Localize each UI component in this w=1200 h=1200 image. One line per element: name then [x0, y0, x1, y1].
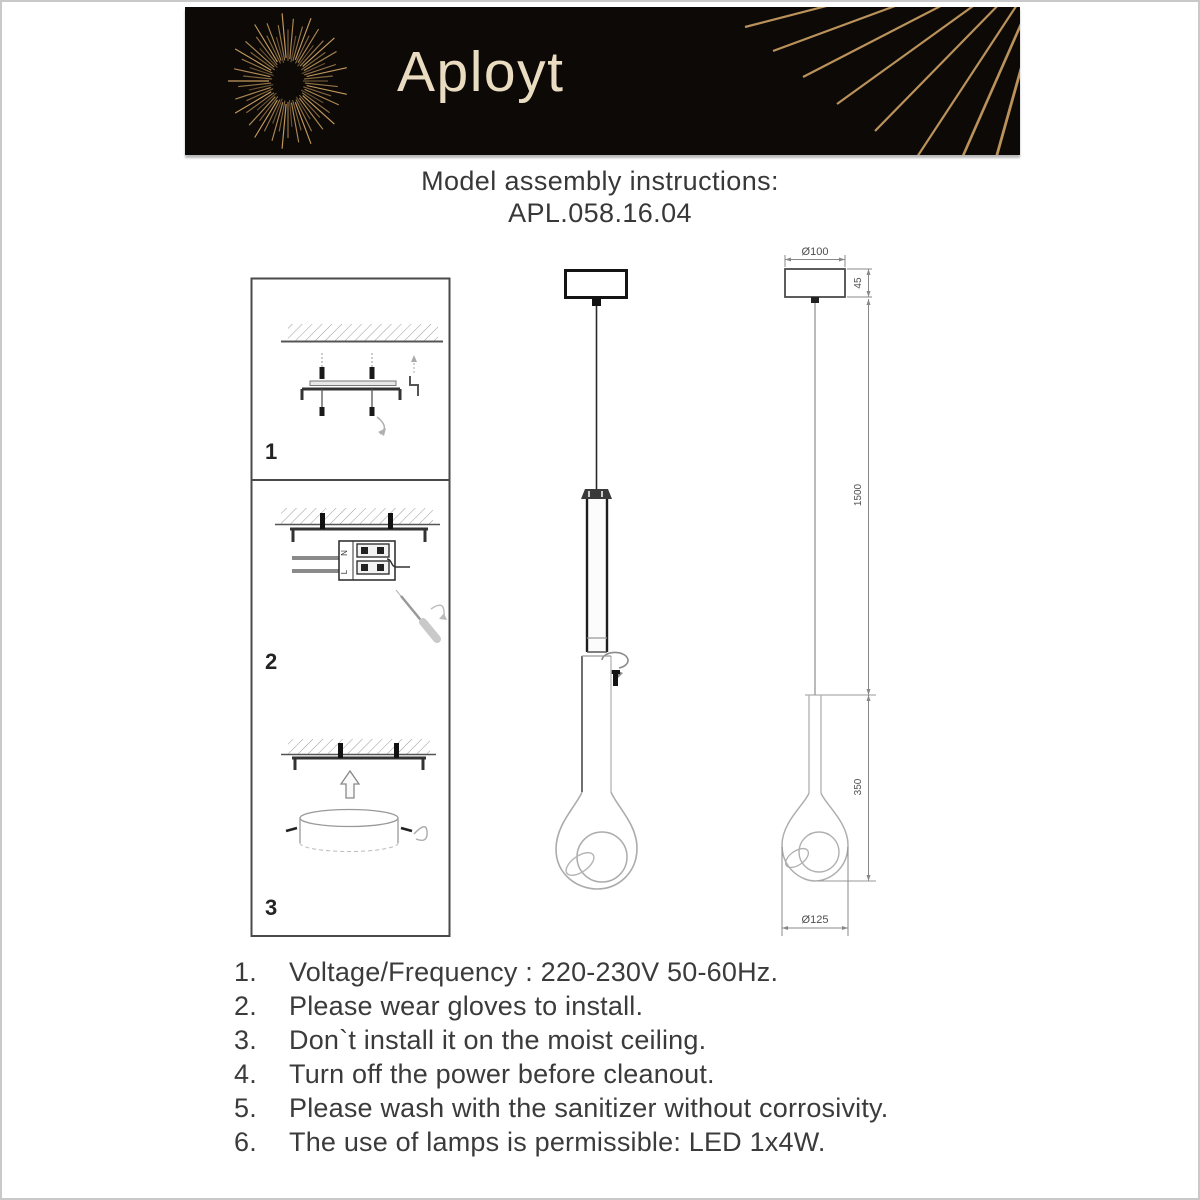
- instruction-number: 6.: [234, 1127, 257, 1157]
- up-arrow-icon: [341, 771, 359, 798]
- dim-canopy-diameter: [785, 246, 845, 267]
- screwdriver-icon: [396, 590, 447, 639]
- step1-box: [252, 279, 450, 481]
- dimension-drawing: [757, 242, 937, 942]
- step3-diagram: [265, 739, 436, 920]
- instruction-number: 3.: [234, 1025, 257, 1055]
- assembly-steps-panel: [250, 277, 452, 939]
- instructions-list: [234, 958, 888, 1157]
- instruction-text: Please wear gloves to install.: [289, 991, 644, 1021]
- instruction-item: [234, 958, 888, 987]
- step2-number: 2: [265, 649, 278, 674]
- model-number: APL.058.16.04: [508, 198, 692, 228]
- dim-canopy-height: [847, 269, 872, 297]
- instruction-text: Don`t install it on the moist ceiling.: [289, 1025, 707, 1055]
- step3-number: 3: [265, 895, 278, 920]
- instruction-text: Please wash with the sanitizer without corrosivity.: [289, 1093, 889, 1123]
- instruction-item: [234, 1128, 888, 1157]
- instruction-number: 1.: [234, 957, 257, 987]
- step1-diagram: [265, 324, 443, 464]
- lamp-stem: [587, 499, 607, 652]
- step2-diagram: [265, 508, 447, 674]
- svg-text:Ø125: Ø125: [801, 914, 829, 926]
- svg-text:350: 350: [853, 778, 864, 796]
- terminal-label-l: L: [340, 569, 349, 575]
- svg-text:Ø100: Ø100: [801, 246, 829, 258]
- instruction-text: The use of lamps is permissible: LED 1x4W.: [289, 1127, 826, 1157]
- ray-fan-decoration: [185, 7, 1020, 155]
- cable-grip: [581, 489, 612, 499]
- instruction-text: Voltage/Frequency : 220-230V 50-60Hz.: [289, 957, 779, 987]
- instruction-text: Turn off the power before cleanout.: [289, 1059, 715, 1089]
- instruction-item: [234, 1094, 888, 1123]
- pendant-lamp-drawing: [542, 242, 702, 902]
- instruction-item: [234, 1026, 888, 1055]
- svg-text:45: 45: [853, 277, 864, 289]
- brand-banner: [185, 7, 1020, 155]
- lamp-canopy: [566, 271, 627, 298]
- dim-suspension-length: [853, 299, 871, 695]
- instruction-number: 2.: [234, 991, 257, 1021]
- step1-number: 1: [265, 439, 278, 464]
- terminal-label-n: N: [340, 550, 349, 556]
- instruction-number: 4.: [234, 1059, 257, 1089]
- brand-name: Aployt: [397, 40, 565, 104]
- terminal-block: [339, 541, 410, 580]
- svg-text:1500: 1500: [853, 483, 864, 507]
- locking-screw: [602, 652, 628, 686]
- instruction-number: 5.: [234, 1093, 257, 1123]
- glass-shade: [556, 656, 637, 889]
- instruction-item: [234, 992, 888, 1021]
- dim-glass-shade: [782, 695, 848, 881]
- instruction-item: [234, 1060, 888, 1089]
- page-title: Model assembly instructions:: [421, 166, 779, 196]
- dim-canopy: [785, 269, 845, 297]
